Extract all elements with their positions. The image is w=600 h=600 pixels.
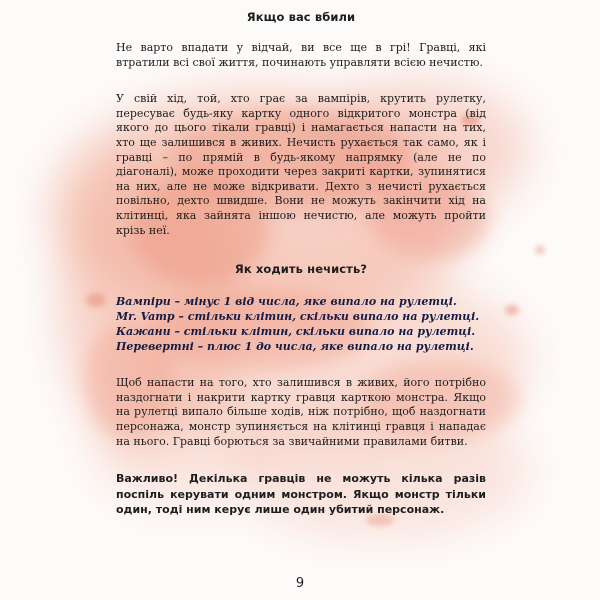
page-content (116, 8, 486, 517)
paragraph-undead-turn: У свій хід, той, хто грає за вампірів, крутить рулетку, пересуває будь-яку картку одного відкритого монстра (від якого до цього тікали гравці) і намагається напасти на тих, хто ще залишився в живих. Нечисть рухається так само, як і гравці – по прямій в будь-якому напрямку (але не по діагоналі), може проходити через закриті картки, зупинятися на них, але не може відкривати. Дехто з нечисті рухається повільно, дехто швидше. Вони не можуть закінчити хід на клітинці, яка зайнята іншою нечистю, але можуть пройти крізь неї. (116, 92, 486, 237)
rule-bats: Кажани – стільки клітин, скільки випало на рулетці. (116, 325, 476, 339)
rule-werewolves: Перевертні – плюс 1 до числа, яке випало на рулетці. (116, 340, 474, 354)
section-heading-if-killed: Якщо вас вбили (246, 10, 356, 24)
movement-rules-list (116, 294, 486, 354)
rule-vampires: Вампіри – мінус 1 від числа, яке випало на рулетці. (116, 295, 457, 309)
page-number: 9 (295, 576, 305, 591)
section-heading-undead-movement: Як ходить нечисть? (234, 262, 368, 277)
paragraph-intro: Не варто впадати у відчай, ви все ще в грі! Гравці, які втратили всі свої життя, починають управляти всією нечистю. (116, 41, 486, 69)
paragraph-attack: Щоб напасти на того, хто залишився в живих, його потрібно наздогнати і накрити картку гравця карткою монстра. Якщо на рулетці випало більше ходів, ніж потрібно, щоб наздогнати персонажа, монстр зупиняється на клітинці гравця і нападає на нього. Гравці борються за звичайними правилами битви. (116, 376, 486, 448)
paragraph-important: Важливо! Декілька гравців не можуть кілька разів поспіль керувати одним монстром. Якщо монстр тільки один, тоді ним керує лише один убитий персонаж. (116, 472, 486, 516)
rule-mr-vamp: Mr. Vamp – стільки клітин, скільки випало на рулетці. (116, 310, 480, 324)
